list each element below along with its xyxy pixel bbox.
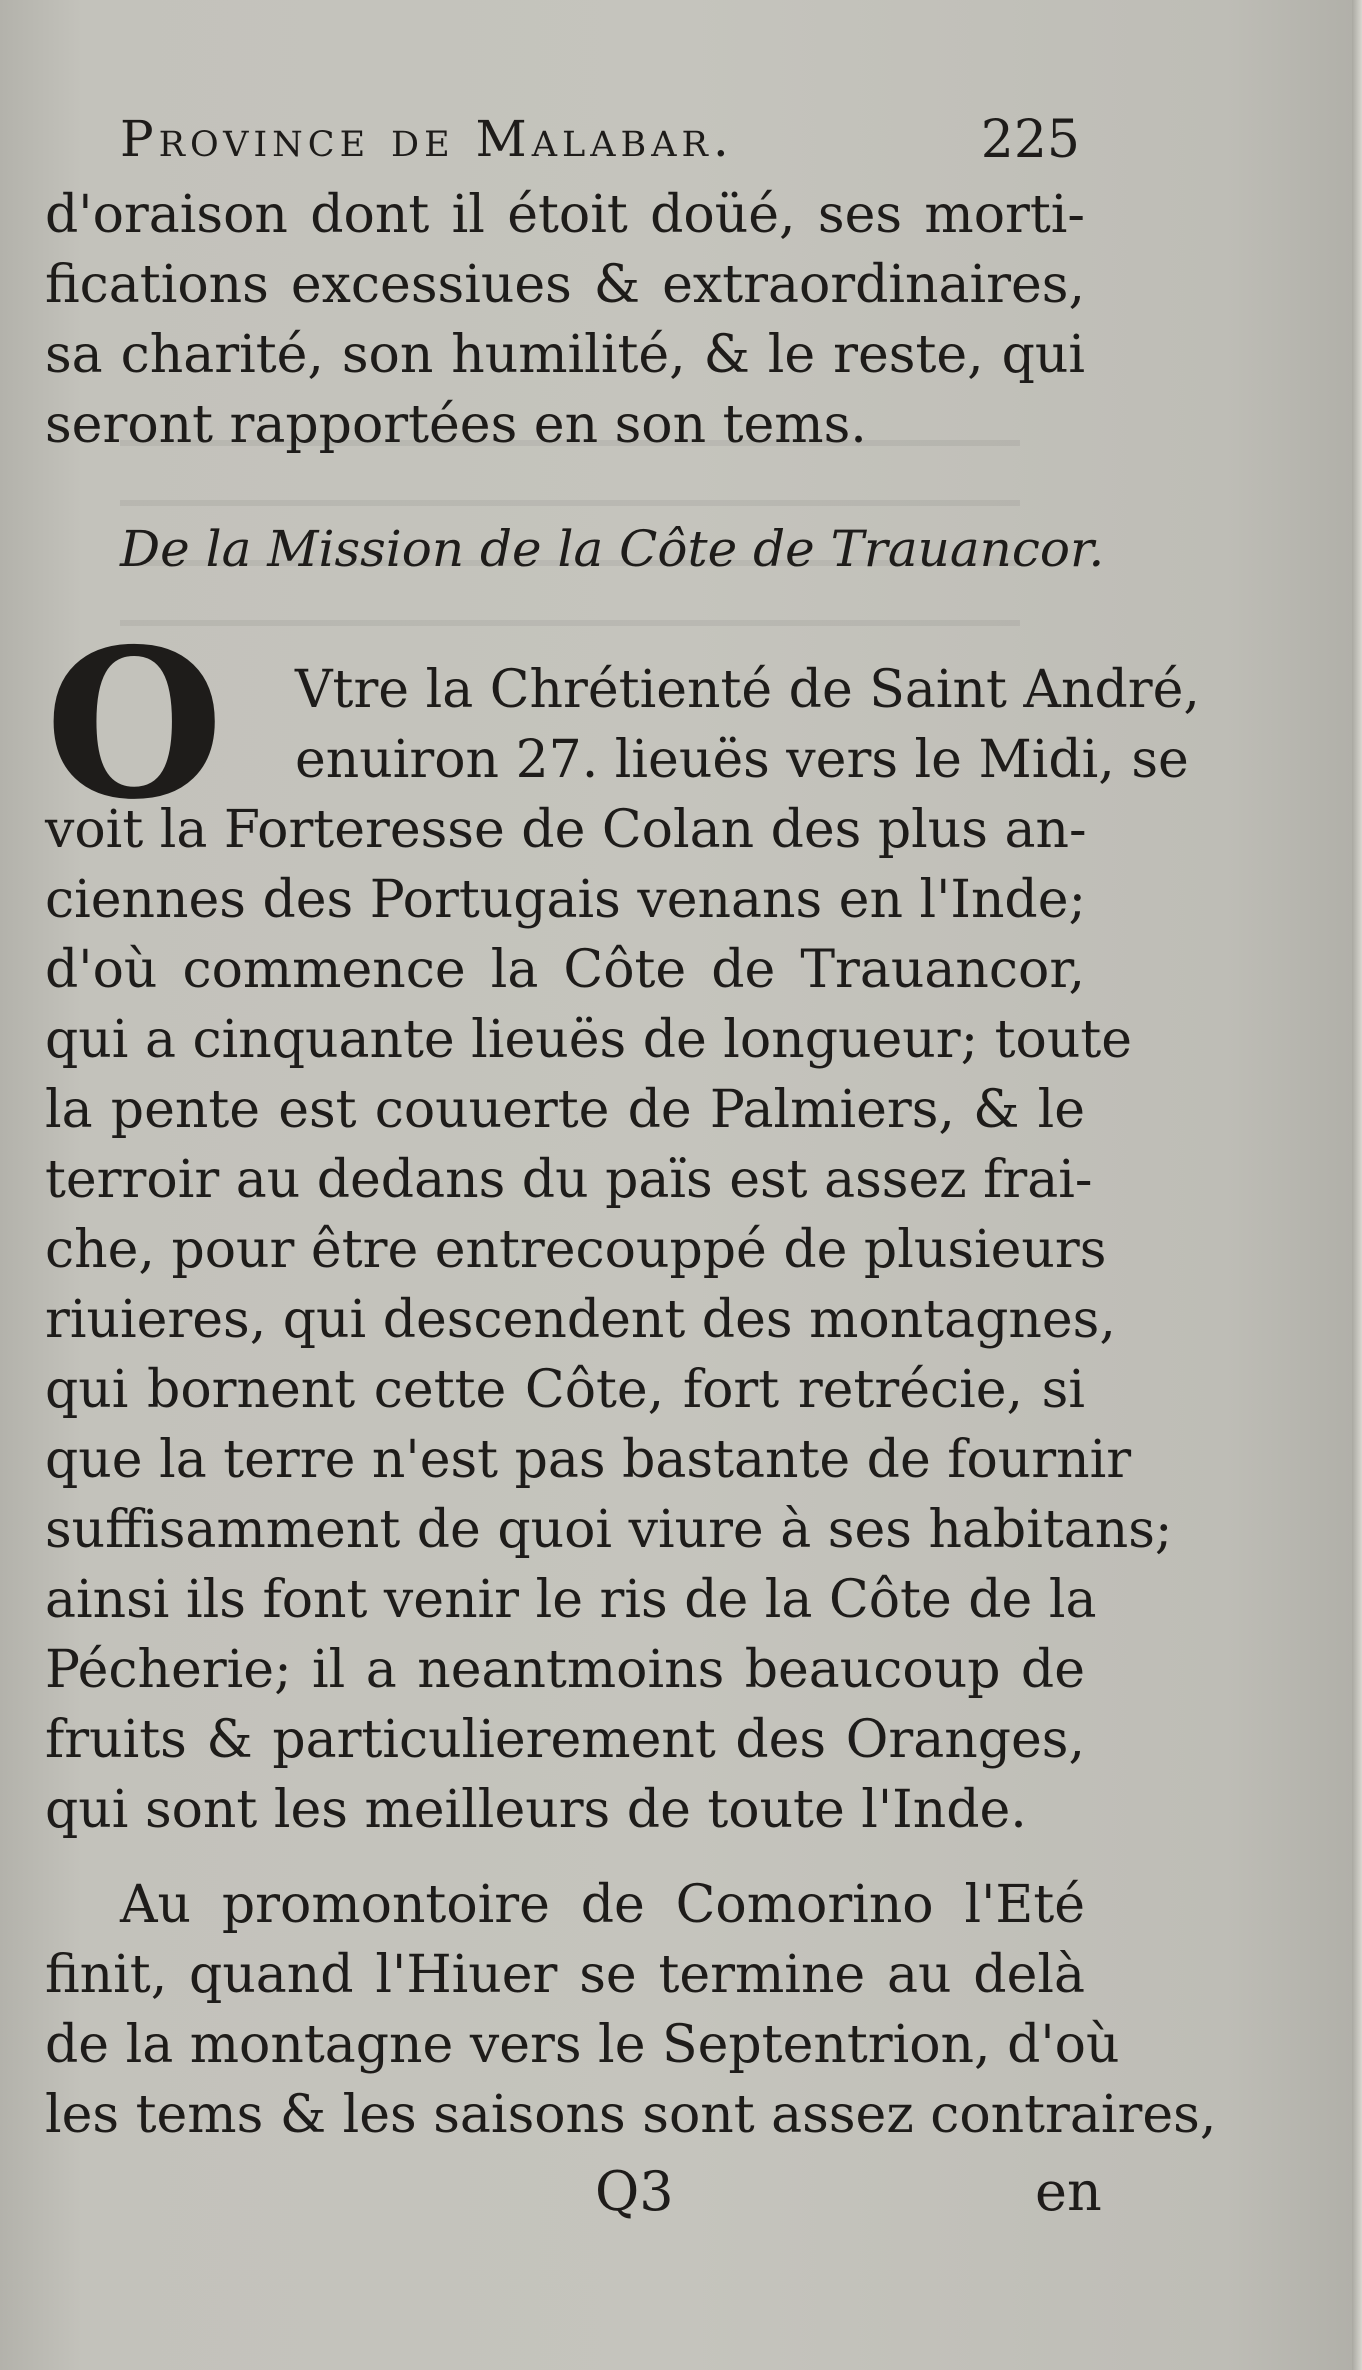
page-number: 225 (980, 110, 1080, 170)
text-line: terroir au dedans du païs est assez frai- (45, 1150, 1093, 1210)
catchword: en (1035, 2160, 1102, 2223)
text-line: seront rapportées en son tems. (45, 395, 867, 455)
text-line: fruits & particulierement des Oranges, (45, 1710, 1085, 1770)
text-line: Au promontoire de Comorino l'Eté (120, 1875, 1085, 1935)
section-heading: De la Mission de la Côte de Trauancor. (120, 520, 1105, 578)
text-line: qui a cinquante lieuës de longueur; toute (45, 1010, 1133, 1070)
running-head: Province de Malabar. (120, 110, 734, 168)
text-line: d'où commence la Côte de Trauancor, (45, 940, 1085, 1000)
text-line: fications excessiues & extraordinaires, (45, 255, 1085, 315)
text-line: Vtre la Chrétienté de Saint André, (295, 660, 1200, 720)
drop-cap: O (45, 605, 224, 845)
text-line: che, pour être entrecouppé de plusieurs (45, 1220, 1107, 1280)
text-line: qui sont les meilleurs de toute l'Inde. (45, 1780, 1027, 1840)
page-header (120, 110, 1080, 180)
text-line: les tems & les saisons sont assez contraires, (45, 2085, 1217, 2145)
signature-mark: Q3 (595, 2160, 674, 2223)
text-line: sa charité, son humilité, & le reste, qui (45, 325, 1085, 385)
text-line: qui bornent cette Côte, fort retrécie, si (45, 1360, 1085, 1420)
text-line: ciennes des Portugais venans en l'Inde; (45, 870, 1087, 930)
page-footer (0, 2160, 1362, 2240)
text-line: Pécherie; il a neantmoins beaucoup de (45, 1640, 1085, 1700)
text-line: finit, quand l'Hiuer se termine au delà (45, 1945, 1085, 2005)
text-line: enuiron 27. lieuës vers le Midi, se (295, 730, 1189, 790)
text-line: de la montagne vers le Septentrion, d'où (45, 2015, 1120, 2075)
page-edge (1352, 0, 1362, 2370)
intro-paragraph (45, 180, 1085, 460)
text-line: ainsi ils font venir le ris de la Côte de la (45, 1570, 1097, 1630)
text-line: la pente est couuerte de Palmiers, & le (45, 1080, 1085, 1140)
text-line: voit la Forteresse de Colan des plus an- (45, 800, 1087, 860)
text-line: d'oraison dont il étoit doüé, ses morti- (45, 185, 1085, 245)
text-line: suffisamment de quoi viure à ses habitans; (45, 1500, 1173, 1560)
paragraph-2 (45, 1870, 1217, 2150)
text-line: riuieres, qui descendent des montagnes, (45, 1290, 1116, 1350)
paragraph-1 (45, 655, 1200, 1845)
text-line: que la terre n'est pas bastante de fournir (45, 1430, 1132, 1490)
